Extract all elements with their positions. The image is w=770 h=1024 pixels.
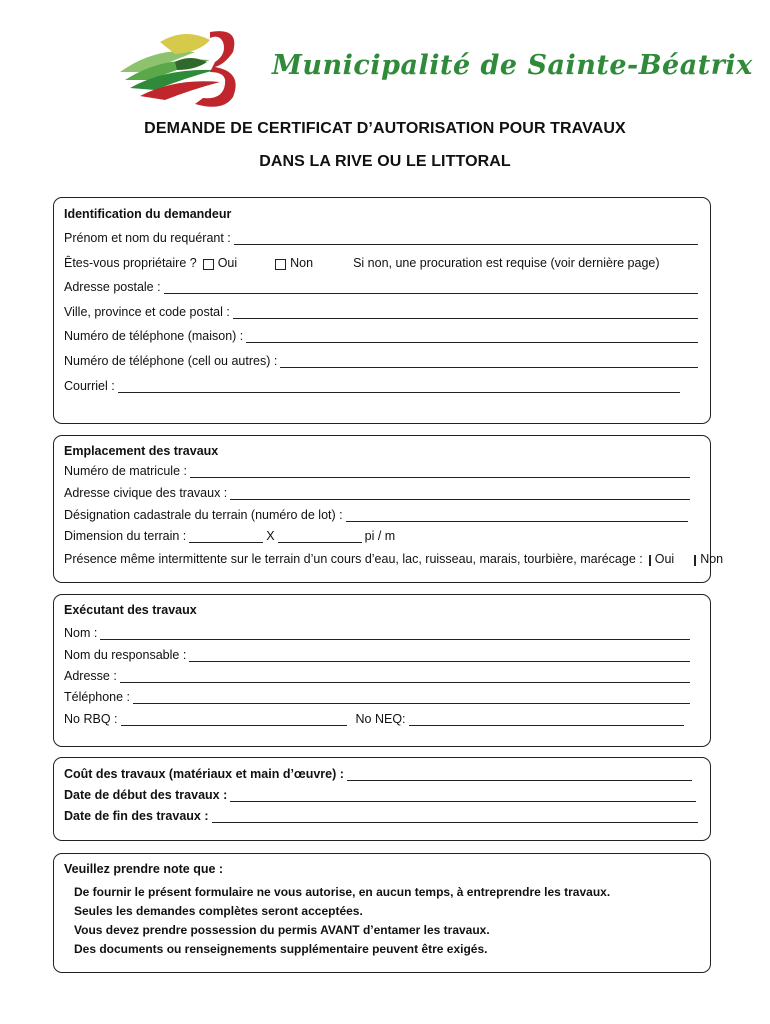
dimension-width-blank[interactable] (189, 530, 263, 543)
matricule-field[interactable] (64, 464, 690, 478)
neq-blank[interactable] (409, 713, 684, 726)
requester-name-blank[interactable] (234, 232, 698, 245)
requester-name-label: Prénom et nom du requérant : (64, 231, 231, 245)
city-blank[interactable] (233, 306, 698, 319)
matricule-blank[interactable] (190, 465, 690, 478)
matricule-label: Numéro de matricule : (64, 464, 187, 478)
start-date-field[interactable] (64, 788, 696, 802)
water-presence-row (64, 552, 724, 566)
owner-question-row (64, 256, 698, 270)
owner-question-label: Êtes-vous propriétaire ? (64, 256, 197, 270)
page-header (0, 0, 770, 110)
email-blank[interactable] (118, 380, 680, 393)
dimension-depth-blank[interactable] (278, 530, 362, 543)
form-title-line2: DANS LA RIVE OU LE LITTORAL (259, 153, 511, 170)
civic-address-blank[interactable] (230, 487, 690, 500)
notes-heading: Veuillez prendre note que : (64, 862, 224, 876)
executant-name-label: Nom : (64, 626, 98, 640)
email-field[interactable] (64, 379, 680, 393)
executant-phone-field[interactable] (64, 690, 690, 704)
cadastral-field[interactable] (64, 508, 688, 522)
cell-phone-label: Numéro de téléphone (cell ou autres) : (64, 354, 278, 368)
executant-name-field[interactable] (64, 626, 690, 640)
cadastral-label: Désignation cadastrale du terrain (numéro de lot) : (64, 508, 343, 522)
note-item: De fournir le présent formulaire ne vous autorise, en aucun temps, à entreprendre les travaux. (74, 885, 611, 899)
note-item: Des documents ou renseignements supplémentaire peuvent être exigés. (74, 942, 488, 956)
responsible-blank[interactable] (189, 649, 690, 662)
costs-section (53, 757, 711, 841)
dimension-row (64, 529, 698, 543)
water-no-checkbox[interactable] (694, 555, 696, 566)
rbq-label: No RBQ : (64, 712, 118, 726)
cell-phone-field[interactable] (64, 354, 698, 368)
executant-heading: Exécutant des travaux (64, 603, 197, 617)
cost-label: Coût des travaux (matériaux et main d’œuvre) : (64, 767, 344, 781)
home-phone-label: Numéro de téléphone (maison) : (64, 329, 244, 343)
water-yes-checkbox[interactable] (649, 555, 651, 566)
dimension-label: Dimension du terrain : (64, 529, 187, 543)
cost-field[interactable] (64, 767, 692, 781)
responsible-field[interactable] (64, 648, 690, 662)
end-date-label: Date de fin des travaux : (64, 809, 209, 823)
executant-address-field[interactable] (64, 669, 690, 683)
water-no-label: Non (700, 552, 724, 566)
postal-address-label: Adresse postale : (64, 280, 161, 294)
executant-address-blank[interactable] (120, 670, 690, 683)
end-date-field[interactable] (64, 809, 698, 823)
owner-no-checkbox[interactable] (275, 259, 286, 270)
neq-label: No NEQ: (355, 712, 406, 726)
postal-address-blank[interactable] (164, 281, 698, 294)
location-heading: Emplacement des travaux (64, 444, 219, 458)
procuration-note: Si non, une procuration est requise (voir dernière page) (353, 256, 660, 270)
owner-no-label: Non (290, 256, 314, 270)
home-phone-blank[interactable] (246, 330, 698, 343)
dimension-x: X (266, 529, 275, 543)
municipality-logo (115, 22, 250, 112)
notes-section (53, 853, 711, 973)
city-field[interactable] (64, 305, 698, 319)
city-label: Ville, province et code postal : (64, 305, 230, 319)
requester-name-field[interactable] (64, 231, 698, 245)
water-yes-label: Oui (654, 552, 675, 566)
responsible-label: Nom du responsable : (64, 648, 187, 662)
note-item: Seules les demandes complètes seront acceptées. (74, 904, 363, 918)
water-presence-label: Présence même intermittente sur le terrain d’un cours d’eau, lac, ruisseau, marais, tourbière, marécage : (64, 552, 643, 566)
municipality-name: Municipalité de Sainte-Béatrix (272, 50, 753, 81)
identification-heading: Identification du demandeur (64, 207, 232, 221)
cell-phone-blank[interactable] (280, 355, 698, 368)
civic-address-field[interactable] (64, 486, 690, 500)
executant-phone-label: Téléphone : (64, 690, 131, 704)
home-phone-field[interactable] (64, 329, 698, 343)
form-title-line1: DEMANDE DE CERTIFICAT D’AUTORISATION POUR TRAVAUX (144, 120, 626, 137)
end-date-blank[interactable] (212, 810, 699, 823)
executant-section (53, 594, 711, 747)
owner-yes-checkbox[interactable] (203, 259, 214, 270)
rbq-neq-row (64, 712, 684, 726)
note-item: Vous devez prendre possession du permis AVANT d’entamer les travaux. (74, 923, 490, 937)
identification-section (53, 197, 711, 424)
cadastral-blank[interactable] (346, 509, 688, 522)
rbq-blank[interactable] (121, 713, 347, 726)
cost-blank[interactable] (347, 768, 692, 781)
start-date-label: Date de début des travaux : (64, 788, 228, 802)
owner-yes-label: Oui (217, 256, 238, 270)
civic-address-label: Adresse civique des travaux : (64, 486, 228, 500)
email-label: Courriel : (64, 379, 115, 393)
executant-name-blank[interactable] (100, 627, 690, 640)
executant-address-label: Adresse : (64, 669, 117, 683)
start-date-blank[interactable] (230, 789, 696, 802)
dimension-unit: pi / m (364, 529, 396, 543)
executant-phone-blank[interactable] (133, 691, 690, 704)
location-section (53, 435, 724, 583)
postal-address-field[interactable] (64, 280, 698, 294)
